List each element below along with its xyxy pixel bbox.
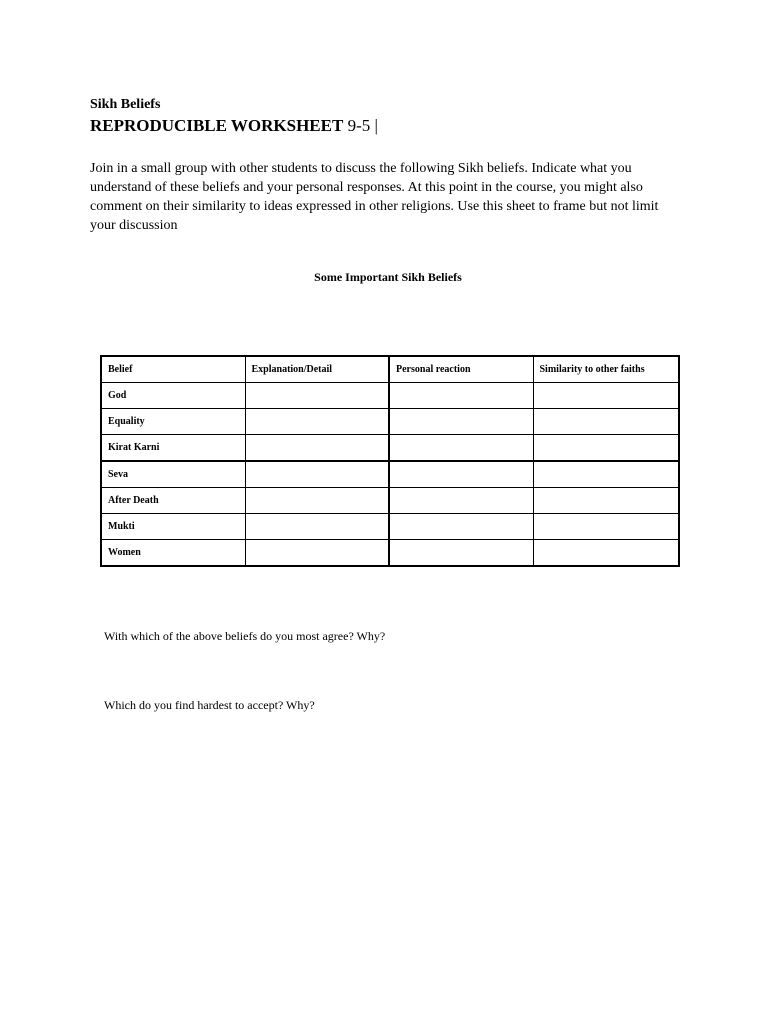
intro-paragraph: Join in a small group with other students to discuss the following Sikh beliefs. Indicate what you understand of these beliefs and your personal responses. At this point in the course, you might also comment on their similarity to ideas expressed in other religions. Use this sheet to frame but not limit your discussion xyxy=(90,161,659,233)
question-hardest-to-accept: Which do you find hardest to accept? Why? xyxy=(104,698,315,712)
question-most-agree: With which of the above beliefs do you most agree? Why? xyxy=(104,629,386,643)
explanation-cell[interactable] xyxy=(245,461,389,488)
column-header-belief: Belief xyxy=(101,356,245,383)
personal-reaction-cell[interactable] xyxy=(389,461,533,488)
similarity-cell[interactable] xyxy=(533,383,679,409)
belief-cell: God xyxy=(101,383,245,409)
table-header-row xyxy=(101,356,679,383)
table-title: Some Important Sikh Beliefs xyxy=(314,270,462,284)
belief-cell: Equality xyxy=(101,409,245,435)
belief-cell: Seva xyxy=(101,461,245,488)
table-row xyxy=(101,540,679,567)
belief-cell: Women xyxy=(101,540,245,567)
column-header-explanation: Explanation/Detail xyxy=(245,356,389,383)
explanation-cell[interactable] xyxy=(245,540,389,567)
column-header-similarity: Similarity to other faiths xyxy=(533,356,679,383)
worksheet-title xyxy=(90,115,378,136)
explanation-cell[interactable] xyxy=(245,383,389,409)
column-header-personal-reaction: Personal reaction xyxy=(389,356,533,383)
similarity-cell[interactable] xyxy=(533,435,679,462)
table-row xyxy=(101,435,679,462)
personal-reaction-cell[interactable] xyxy=(389,435,533,462)
personal-reaction-cell[interactable] xyxy=(389,383,533,409)
belief-cell: After Death xyxy=(101,488,245,514)
similarity-cell[interactable] xyxy=(533,514,679,540)
explanation-cell[interactable] xyxy=(245,409,389,435)
personal-reaction-cell[interactable] xyxy=(389,488,533,514)
subject-heading: Sikh Beliefs xyxy=(90,97,161,112)
table-row xyxy=(101,383,679,409)
personal-reaction-cell[interactable] xyxy=(389,409,533,435)
worksheet-number: 9-5 | xyxy=(343,116,378,135)
explanation-cell[interactable] xyxy=(245,514,389,540)
worksheet-title-label: REPRODUCIBLE WORKSHEET xyxy=(90,116,344,135)
belief-cell: Mukti xyxy=(101,514,245,540)
table-row xyxy=(101,488,679,514)
similarity-cell[interactable] xyxy=(533,461,679,488)
table-row xyxy=(101,409,679,435)
explanation-cell[interactable] xyxy=(245,488,389,514)
belief-cell: Kirat Karni xyxy=(101,435,245,462)
personal-reaction-cell[interactable] xyxy=(389,514,533,540)
personal-reaction-cell[interactable] xyxy=(389,540,533,567)
similarity-cell[interactable] xyxy=(533,488,679,514)
similarity-cell[interactable] xyxy=(533,409,679,435)
table-row xyxy=(101,461,679,488)
table-row xyxy=(101,514,679,540)
explanation-cell[interactable] xyxy=(245,435,389,462)
similarity-cell[interactable] xyxy=(533,540,679,567)
beliefs-table xyxy=(100,355,680,567)
